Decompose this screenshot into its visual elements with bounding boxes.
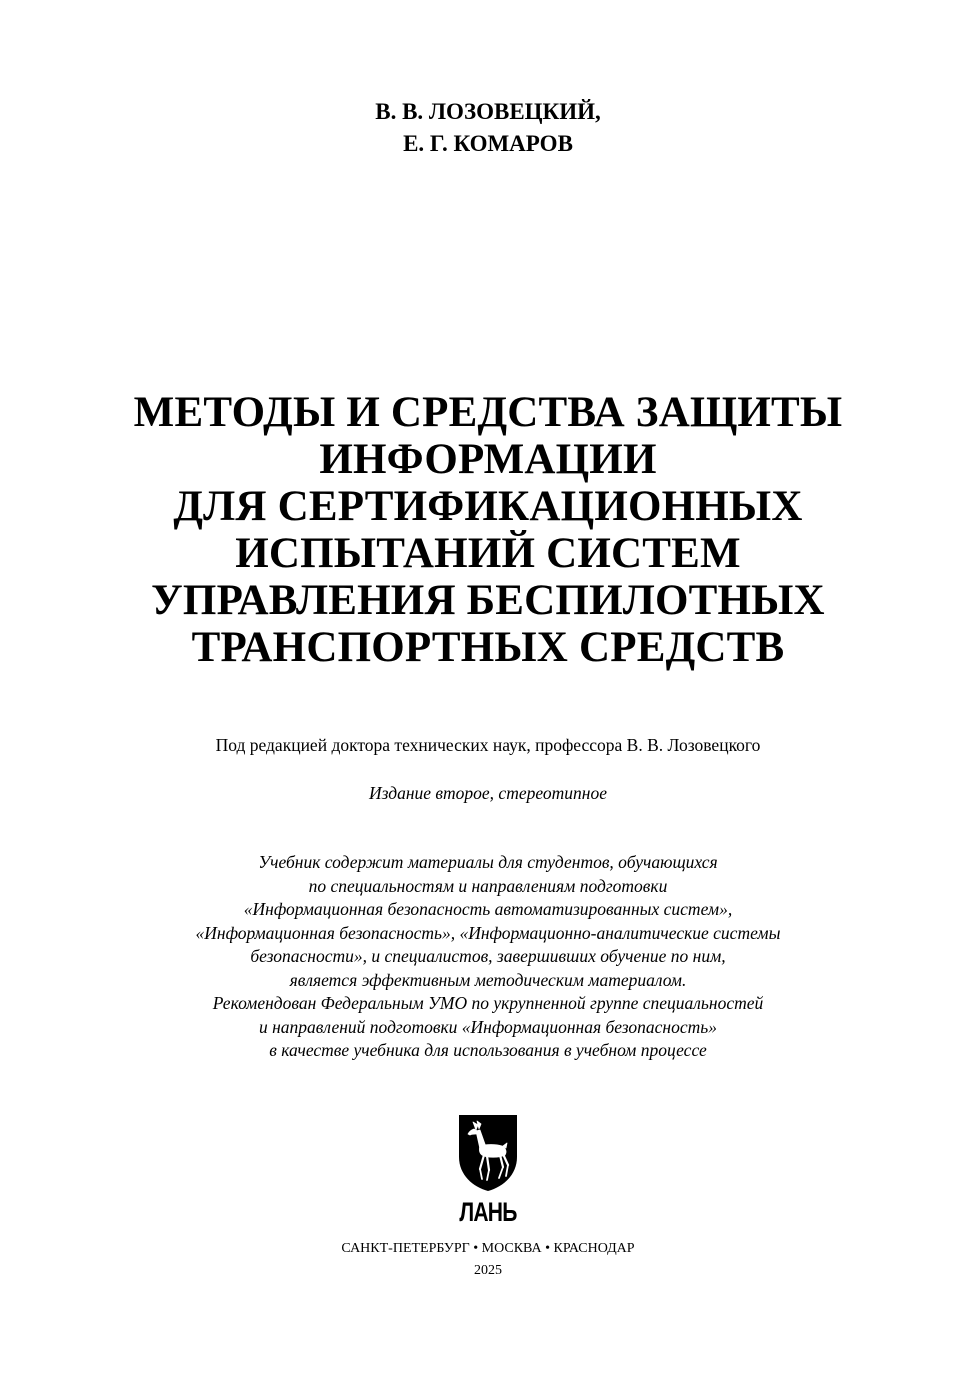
annotation-line: «Информационная безопасность», «Информационно-аналитические системы: [195, 922, 781, 943]
authors-block: [0, 96, 976, 160]
edition-line: Издание второе, стереотипное: [369, 783, 607, 803]
annotation-line: Рекомендован Федеральным УМО по укрупненной группе специальностей: [212, 993, 764, 1013]
title-line: ДЛЯ СЕРТИФИКАЦИОННЫХ: [173, 483, 803, 530]
annotation-line: по специальностям и направлениям подготовки: [308, 875, 668, 896]
annotation-line: Учебник содержит материалы для студентов, обучающихся: [258, 852, 718, 872]
title-line: ИСПЫТАНИЙ СИСТЕМ: [235, 530, 741, 577]
doe-shield-icon: [456, 1113, 520, 1193]
publication-year: 2025: [474, 1263, 502, 1278]
annotation-line: является эффективным методическим материалом.: [289, 969, 687, 990]
title-line: МЕТОДЫ И СРЕДСТВА ЗАЩИТЫ: [133, 389, 843, 436]
publisher-cities: САНКТ-ПЕТЕРБУРГ • МОСКВА • КРАСНОДАР: [341, 1241, 635, 1256]
annotation-line: «Информационная безопасность автоматизированных систем»,: [243, 899, 733, 919]
title-line: ТРАНСПОРТНЫХ СРЕДСТВ: [191, 624, 785, 671]
publisher-name: ЛАНЬ: [459, 1197, 517, 1227]
author-1: В. В. ЛОЗОВЕЦКИЙ,: [375, 99, 601, 124]
book-title: [40, 389, 936, 671]
annotation-block: [40, 851, 936, 1063]
editor-line: Под редакцией доктора технических наук, профессора В. В. Лозовецкого: [215, 735, 761, 755]
author-2: Е. Г. КОМАРОВ: [403, 131, 573, 156]
title-line: УПРАВЛЕНИЯ БЕСПИЛОТНЫХ: [151, 577, 825, 624]
annotation-line: безопасности», и специалистов, завершивших обучение по ним,: [250, 946, 726, 966]
annotation-line: и направлений подготовки «Информационная безопасность»: [259, 1016, 717, 1037]
annotation-line: в качестве учебника для использования в учебном процессе: [269, 1040, 707, 1060]
title-line: ИНФОРМАЦИИ: [319, 436, 657, 483]
